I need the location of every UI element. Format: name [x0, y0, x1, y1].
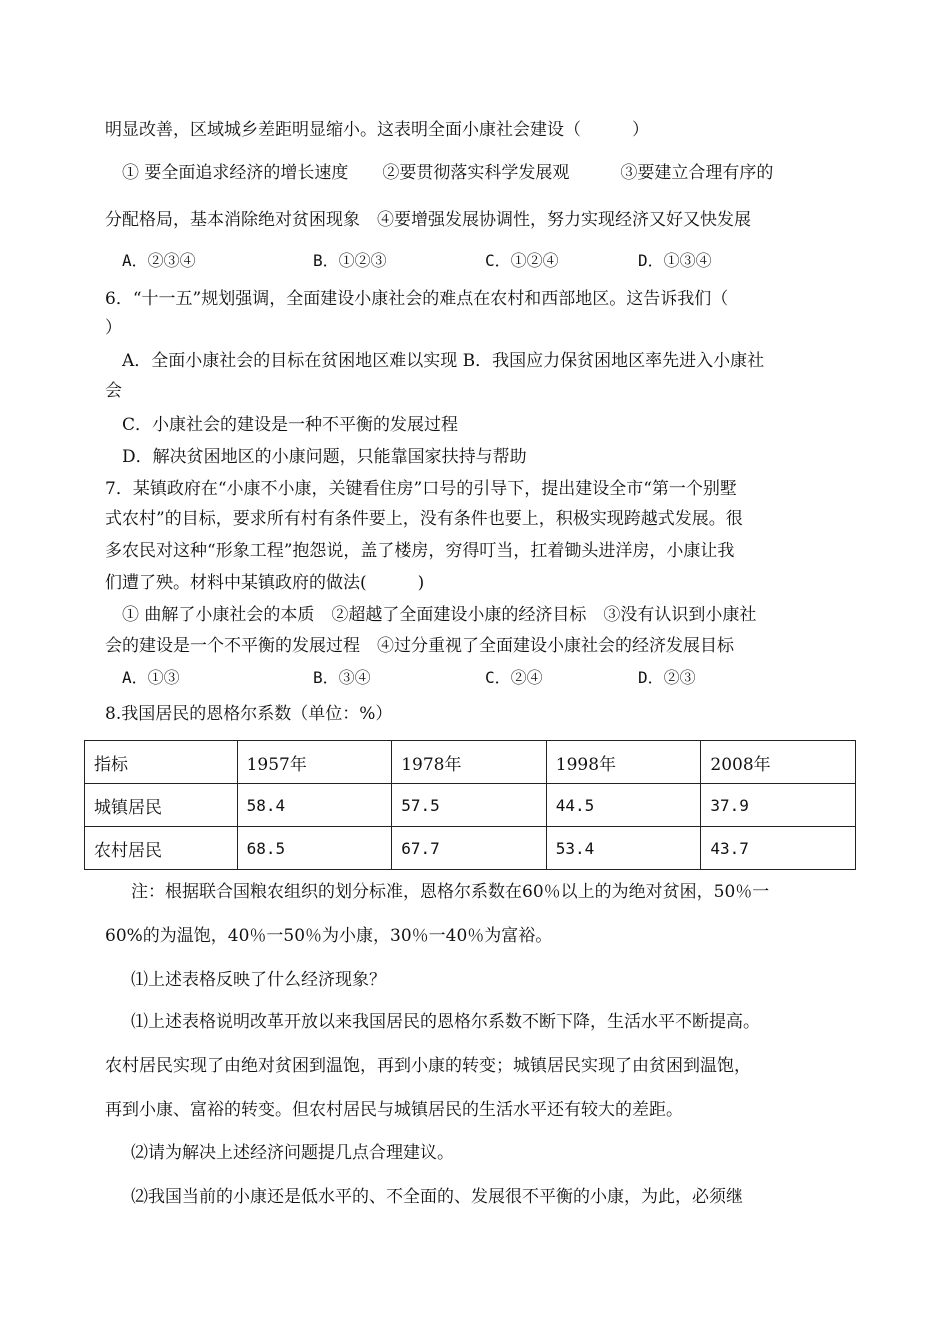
- q7-option-c: C．②④: [485, 668, 543, 687]
- table-header-row: [85, 741, 856, 784]
- table-header-cell: 指标: [85, 741, 238, 784]
- q7-stem-3: 多农民对这种“形象工程”抱怨说，盖了楼房，穷得叮当，扛着锄头进洋房，小康让我: [105, 541, 735, 561]
- q7-stem-2: 式农村”的目标，要求所有村有条件要上，没有条件也要上，积极实现跨越式发展。很: [105, 509, 743, 529]
- table-cell: 44.5: [546, 784, 701, 827]
- q7-option-d: D．②③: [638, 668, 696, 687]
- table-row: [85, 827, 856, 870]
- q6-option-b-cont: 会: [105, 381, 122, 401]
- table-cell: 58.4: [237, 784, 392, 827]
- q7-statements-2: 会的建设是一个不平衡的发展过程 ④过分重视了全面建设小康社会的经济发展目标: [105, 636, 734, 656]
- q7-stem-1: 7．某镇政府在“小康不小康，关键看住房”口号的引导下，提出建设全市“第一个别墅: [105, 479, 737, 499]
- q8-answer-1-line-1: ⑴上述表格说明改革开放以来我国居民的恩格尔系数不断下降，生活水平不断提高。: [131, 1012, 760, 1032]
- table-row: [85, 784, 856, 827]
- q8-subquestion-2: ⑵请为解决上述经济问题提几点合理建议。: [131, 1143, 454, 1163]
- table-cell: 农村居民: [85, 827, 238, 870]
- q8-answer-2-line-1: ⑵我国当前的小康还是低水平的、不全面的、发展很不平衡的小康，为此，必须继: [131, 1187, 743, 1207]
- table-cell: 43.7: [701, 827, 856, 870]
- q7-option-a: A．①③: [122, 668, 180, 687]
- q8-note-1: 注：根据联合国粮农组织的划分标准，恩格尔系数在60％以上的为绝对贫困，50％一: [131, 882, 770, 902]
- q5-option-a: A．②③④: [122, 251, 196, 270]
- table-cell: 37.9: [701, 784, 856, 827]
- q6-stem-paren: ）: [105, 318, 122, 338]
- q6-option-a-b: A．全面小康社会的目标在贫困地区难以实现 B．我国应力保贫困地区率先进入小康社: [122, 351, 765, 371]
- table-header-cell: 1957年: [237, 741, 392, 784]
- q6-option-c: C．小康社会的建设是一种不平衡的发展过程: [122, 415, 459, 435]
- q8-answer-1-line-3: 再到小康、富裕的转变。但农村居民与城镇居民的生活水平还有较大的差距。: [105, 1100, 683, 1120]
- q6-option-d: D．解决贫困地区的小康问题，只能靠国家扶持与帮助: [122, 447, 527, 467]
- table-cell: 53.4: [546, 827, 701, 870]
- engel-coefficient-table: [84, 740, 856, 870]
- table-cell: 57.5: [392, 784, 547, 827]
- table-header-cell: 2008年: [701, 741, 856, 784]
- q8-subquestion-1: ⑴上述表格反映了什么经济现象？: [131, 970, 386, 990]
- table-cell: 城镇居民: [85, 784, 238, 827]
- q7-option-b: B．③④: [313, 668, 371, 687]
- q6-stem: 6．“十一五”规划强调，全面建设小康社会的难点在农村和西部地区。这告诉我们（: [105, 289, 729, 309]
- table-cell: 67.7: [392, 827, 547, 870]
- table-cell: 68.5: [237, 827, 392, 870]
- q8-note-2: 60%的为温饱，40％一50％为小康，30％一40％为富裕。: [105, 926, 553, 946]
- table-header-cell: 1998年: [546, 741, 701, 784]
- q8-answer-1-line-2: 农村居民实现了由绝对贫困到温饱，再到小康的转变；城镇居民实现了由贫困到温饱，: [105, 1056, 751, 1076]
- q5-option-d: D．①③④: [638, 251, 712, 270]
- q5-stem-line: 明显改善，区域城乡差距明显缩小。这表明全面小康社会建设（ ）: [105, 120, 649, 140]
- q5-option-b: B．①②③: [313, 251, 387, 270]
- q7-statements-1: ① 曲解了小康社会的本质 ②超越了全面建设小康的经济目标 ③没有认识到小康社: [122, 605, 757, 625]
- q7-stem-4: 们遭了殃。材料中某镇政府的做法( ): [105, 573, 425, 593]
- q5-statements-line: ① 要全面追求经济的增长速度 ②要贯彻落实科学发展观 ③要建立合理有序的: [122, 163, 774, 183]
- q5-option-c: C．①②④: [485, 251, 559, 270]
- q5-statements-line-2: 分配格局，基本消除绝对贫困现象 ④要增强发展协调性，努力实现经济又好又快发展: [105, 210, 751, 230]
- table-header-cell: 1978年: [392, 741, 547, 784]
- q8-title: 8.我国居民的恩格尔系数（单位：%）: [105, 704, 393, 724]
